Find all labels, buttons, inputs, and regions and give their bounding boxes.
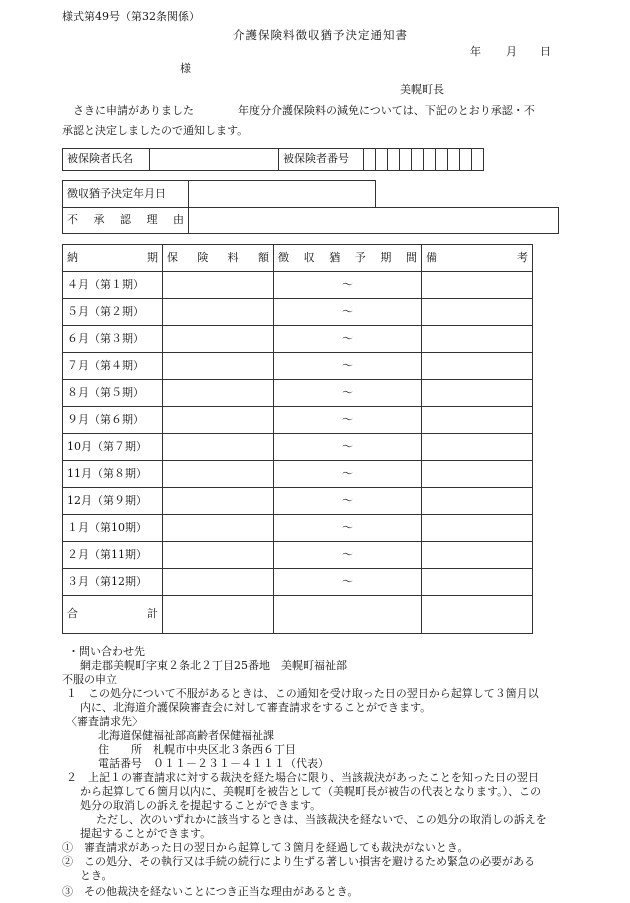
header-due-period: 納期	[63, 245, 163, 272]
total-amount-cell[interactable]	[163, 596, 274, 634]
remarks-cell[interactable]	[422, 461, 533, 488]
premium-amount-cell[interactable]	[163, 542, 274, 569]
schedule-row	[63, 515, 533, 542]
insured-number-box[interactable]	[424, 149, 436, 171]
due-period-cell: ３月（第12期）	[63, 569, 163, 596]
body-text-line1: さきに申請がありました 年度分介護保険料の減免については、下記のとおり承認・不	[62, 104, 535, 117]
appeal-item2-line3: 処分の取消しの訴えを提起することができます。	[80, 799, 322, 812]
insured-name-field[interactable]	[150, 149, 279, 171]
addressee-suffix: 様	[180, 62, 191, 75]
premium-amount-cell[interactable]	[163, 272, 274, 299]
deferral-period-cell[interactable]: ～	[274, 299, 422, 326]
proviso-line2: 提起することができます。	[80, 827, 212, 840]
request-org: 北海道保健福祉部高齢者保健福祉課	[98, 729, 274, 742]
remarks-cell[interactable]	[422, 380, 533, 407]
insured-number-box[interactable]	[436, 149, 448, 171]
due-period-cell: ４月（第１期）	[63, 272, 163, 299]
total-remarks-cell[interactable]	[422, 596, 533, 634]
due-period-cell: ５月（第２期）	[63, 299, 163, 326]
premium-amount-cell[interactable]	[163, 407, 274, 434]
insured-number-label: 被保険者番号	[279, 149, 364, 171]
page-title: 介護保険料徴収猶予決定通知書	[233, 28, 408, 42]
due-period-cell: １月（第10期）	[63, 515, 163, 542]
remarks-cell[interactable]	[422, 569, 533, 596]
remarks-cell[interactable]	[422, 488, 533, 515]
deferral-period-cell[interactable]: ～	[274, 515, 422, 542]
remarks-cell[interactable]	[422, 407, 533, 434]
insured-info-table	[62, 148, 484, 171]
premium-amount-cell[interactable]	[163, 434, 274, 461]
appeal-item2-line1: ２ 上記１の審査請求に対する裁決を経た場合に限り、当該裁決があったことを知った日の翌日	[66, 771, 539, 784]
appeal-item1-line1: １ この処分について不服があるときは、この通知を受け取った日の翌日から起算して３箇月以	[66, 687, 539, 700]
due-period-cell: ２月（第11期）	[63, 542, 163, 569]
remarks-cell[interactable]	[422, 353, 533, 380]
header-deferral-period: 徴収猶予期間	[274, 245, 422, 272]
due-period-cell: ７月（第４期）	[63, 353, 163, 380]
schedule-row	[63, 434, 533, 461]
schedule-row	[63, 326, 533, 353]
date-month-label: 月	[506, 45, 517, 58]
header-premium-amount: 保険料額	[163, 245, 274, 272]
deferral-period-cell[interactable]: ～	[274, 272, 422, 299]
deferral-period-cell[interactable]: ～	[274, 569, 422, 596]
schedule-row	[63, 353, 533, 380]
decision-date-field[interactable]	[189, 181, 376, 208]
reason-table	[62, 207, 559, 234]
date-year-label: 年	[470, 45, 481, 58]
schedule-row	[63, 380, 533, 407]
decision-date-label: 徴収猶予決定年月日	[63, 181, 189, 208]
schedule-row	[63, 542, 533, 569]
remarks-cell[interactable]	[422, 272, 533, 299]
deferral-period-cell[interactable]: ～	[274, 434, 422, 461]
reason-field[interactable]	[189, 208, 559, 234]
condition-2-line1: ② この処分、その執行又は手続の続行により生ずる著しい損害を避けるため緊急の必要がある	[62, 855, 535, 868]
body-text-line2: 承認と決定しましたので通知します。	[62, 124, 249, 137]
schedule-row	[63, 299, 533, 326]
reason-label: 不承認理由	[63, 208, 189, 234]
remarks-cell[interactable]	[422, 299, 533, 326]
remarks-cell[interactable]	[422, 326, 533, 353]
deferral-period-cell[interactable]: ～	[274, 542, 422, 569]
form-number: 様式第49号（第32条関係）	[62, 10, 200, 23]
blank-cell	[376, 181, 559, 208]
request-phone: 電話番号 ０１１－２３１－４１１１（代表）	[98, 757, 329, 770]
insured-name-label: 被保険者氏名	[63, 149, 150, 171]
date-day-label: 日	[540, 45, 551, 58]
total-deferral-cell[interactable]	[274, 596, 422, 634]
schedule-row	[63, 461, 533, 488]
deferral-period-cell[interactable]: ～	[274, 380, 422, 407]
deferral-period-cell[interactable]: ～	[274, 461, 422, 488]
remarks-cell[interactable]	[422, 515, 533, 542]
premium-amount-cell[interactable]	[163, 569, 274, 596]
premium-amount-cell[interactable]	[163, 488, 274, 515]
total-label: 合計	[63, 596, 163, 634]
inquiry-address: 網走郡美幌町字東２条北２丁目25番地 美幌町福祉部	[80, 659, 347, 672]
condition-2-line2: とき。	[80, 869, 113, 882]
schedule-row	[63, 488, 533, 515]
premium-amount-cell[interactable]	[163, 461, 274, 488]
due-period-cell: ９月（第６期）	[63, 407, 163, 434]
request-address: 住 所 札幌市中央区北３条西６丁目	[98, 743, 296, 756]
appeal-item2-line2: から起算して６箇月以内に、美幌町を被告として（美幌町長が被告の代表となります。）、この	[80, 785, 542, 798]
condition-3: ③ その他裁決を経ないことにつき正当な理由があるとき。	[62, 885, 359, 898]
header-remarks: 備考	[422, 245, 533, 272]
appeal-item1-line2: 内に、北海道介護保険審査会に対して審査請求をすることができます。	[80, 701, 432, 714]
insured-number-box[interactable]	[376, 149, 388, 171]
remarks-cell[interactable]	[422, 434, 533, 461]
decision-table	[62, 180, 558, 208]
schedule-table	[62, 244, 533, 634]
due-period-cell: 11月（第８期）	[63, 461, 163, 488]
deferral-period-cell[interactable]: ～	[274, 353, 422, 380]
deferral-period-cell[interactable]: ～	[274, 326, 422, 353]
premium-amount-cell[interactable]	[163, 299, 274, 326]
premium-amount-cell[interactable]	[163, 515, 274, 542]
due-period-cell: ８月（第５期）	[63, 380, 163, 407]
deferral-period-cell[interactable]: ～	[274, 407, 422, 434]
premium-amount-cell[interactable]	[163, 353, 274, 380]
insured-number-box[interactable]	[448, 149, 460, 171]
due-period-cell: 12月（第９期）	[63, 488, 163, 515]
request-heading: 〈審査請求先〉	[66, 715, 143, 728]
deferral-period-cell[interactable]: ～	[274, 488, 422, 515]
insured-number-box[interactable]	[388, 149, 400, 171]
insured-number-box[interactable]	[364, 149, 376, 171]
premium-amount-cell[interactable]	[163, 326, 274, 353]
condition-1: ① 審査請求があった日の翌日から起算して３箇月を経過しても裁決がないとき。	[62, 841, 469, 854]
schedule-row	[63, 569, 533, 596]
due-period-cell: 10月（第７期）	[63, 434, 163, 461]
proviso-line1: ただし、次のいずれかに該当するときは、当該裁決を経ないで、この処分の取消しの訴えを	[96, 813, 547, 826]
schedule-row	[63, 407, 533, 434]
remarks-cell[interactable]	[422, 542, 533, 569]
premium-amount-cell[interactable]	[163, 380, 274, 407]
insured-number-box[interactable]	[460, 149, 472, 171]
insured-number-box[interactable]	[412, 149, 424, 171]
insured-number-box[interactable]	[472, 149, 484, 171]
issuer: 美幌町長	[400, 83, 444, 96]
due-period-cell: ６月（第３期）	[63, 326, 163, 353]
appeal-heading: 不服の申立	[62, 673, 117, 686]
insured-number-box[interactable]	[400, 149, 412, 171]
inquiry-heading: ・問い合わせ先	[68, 645, 145, 658]
schedule-row	[63, 272, 533, 299]
